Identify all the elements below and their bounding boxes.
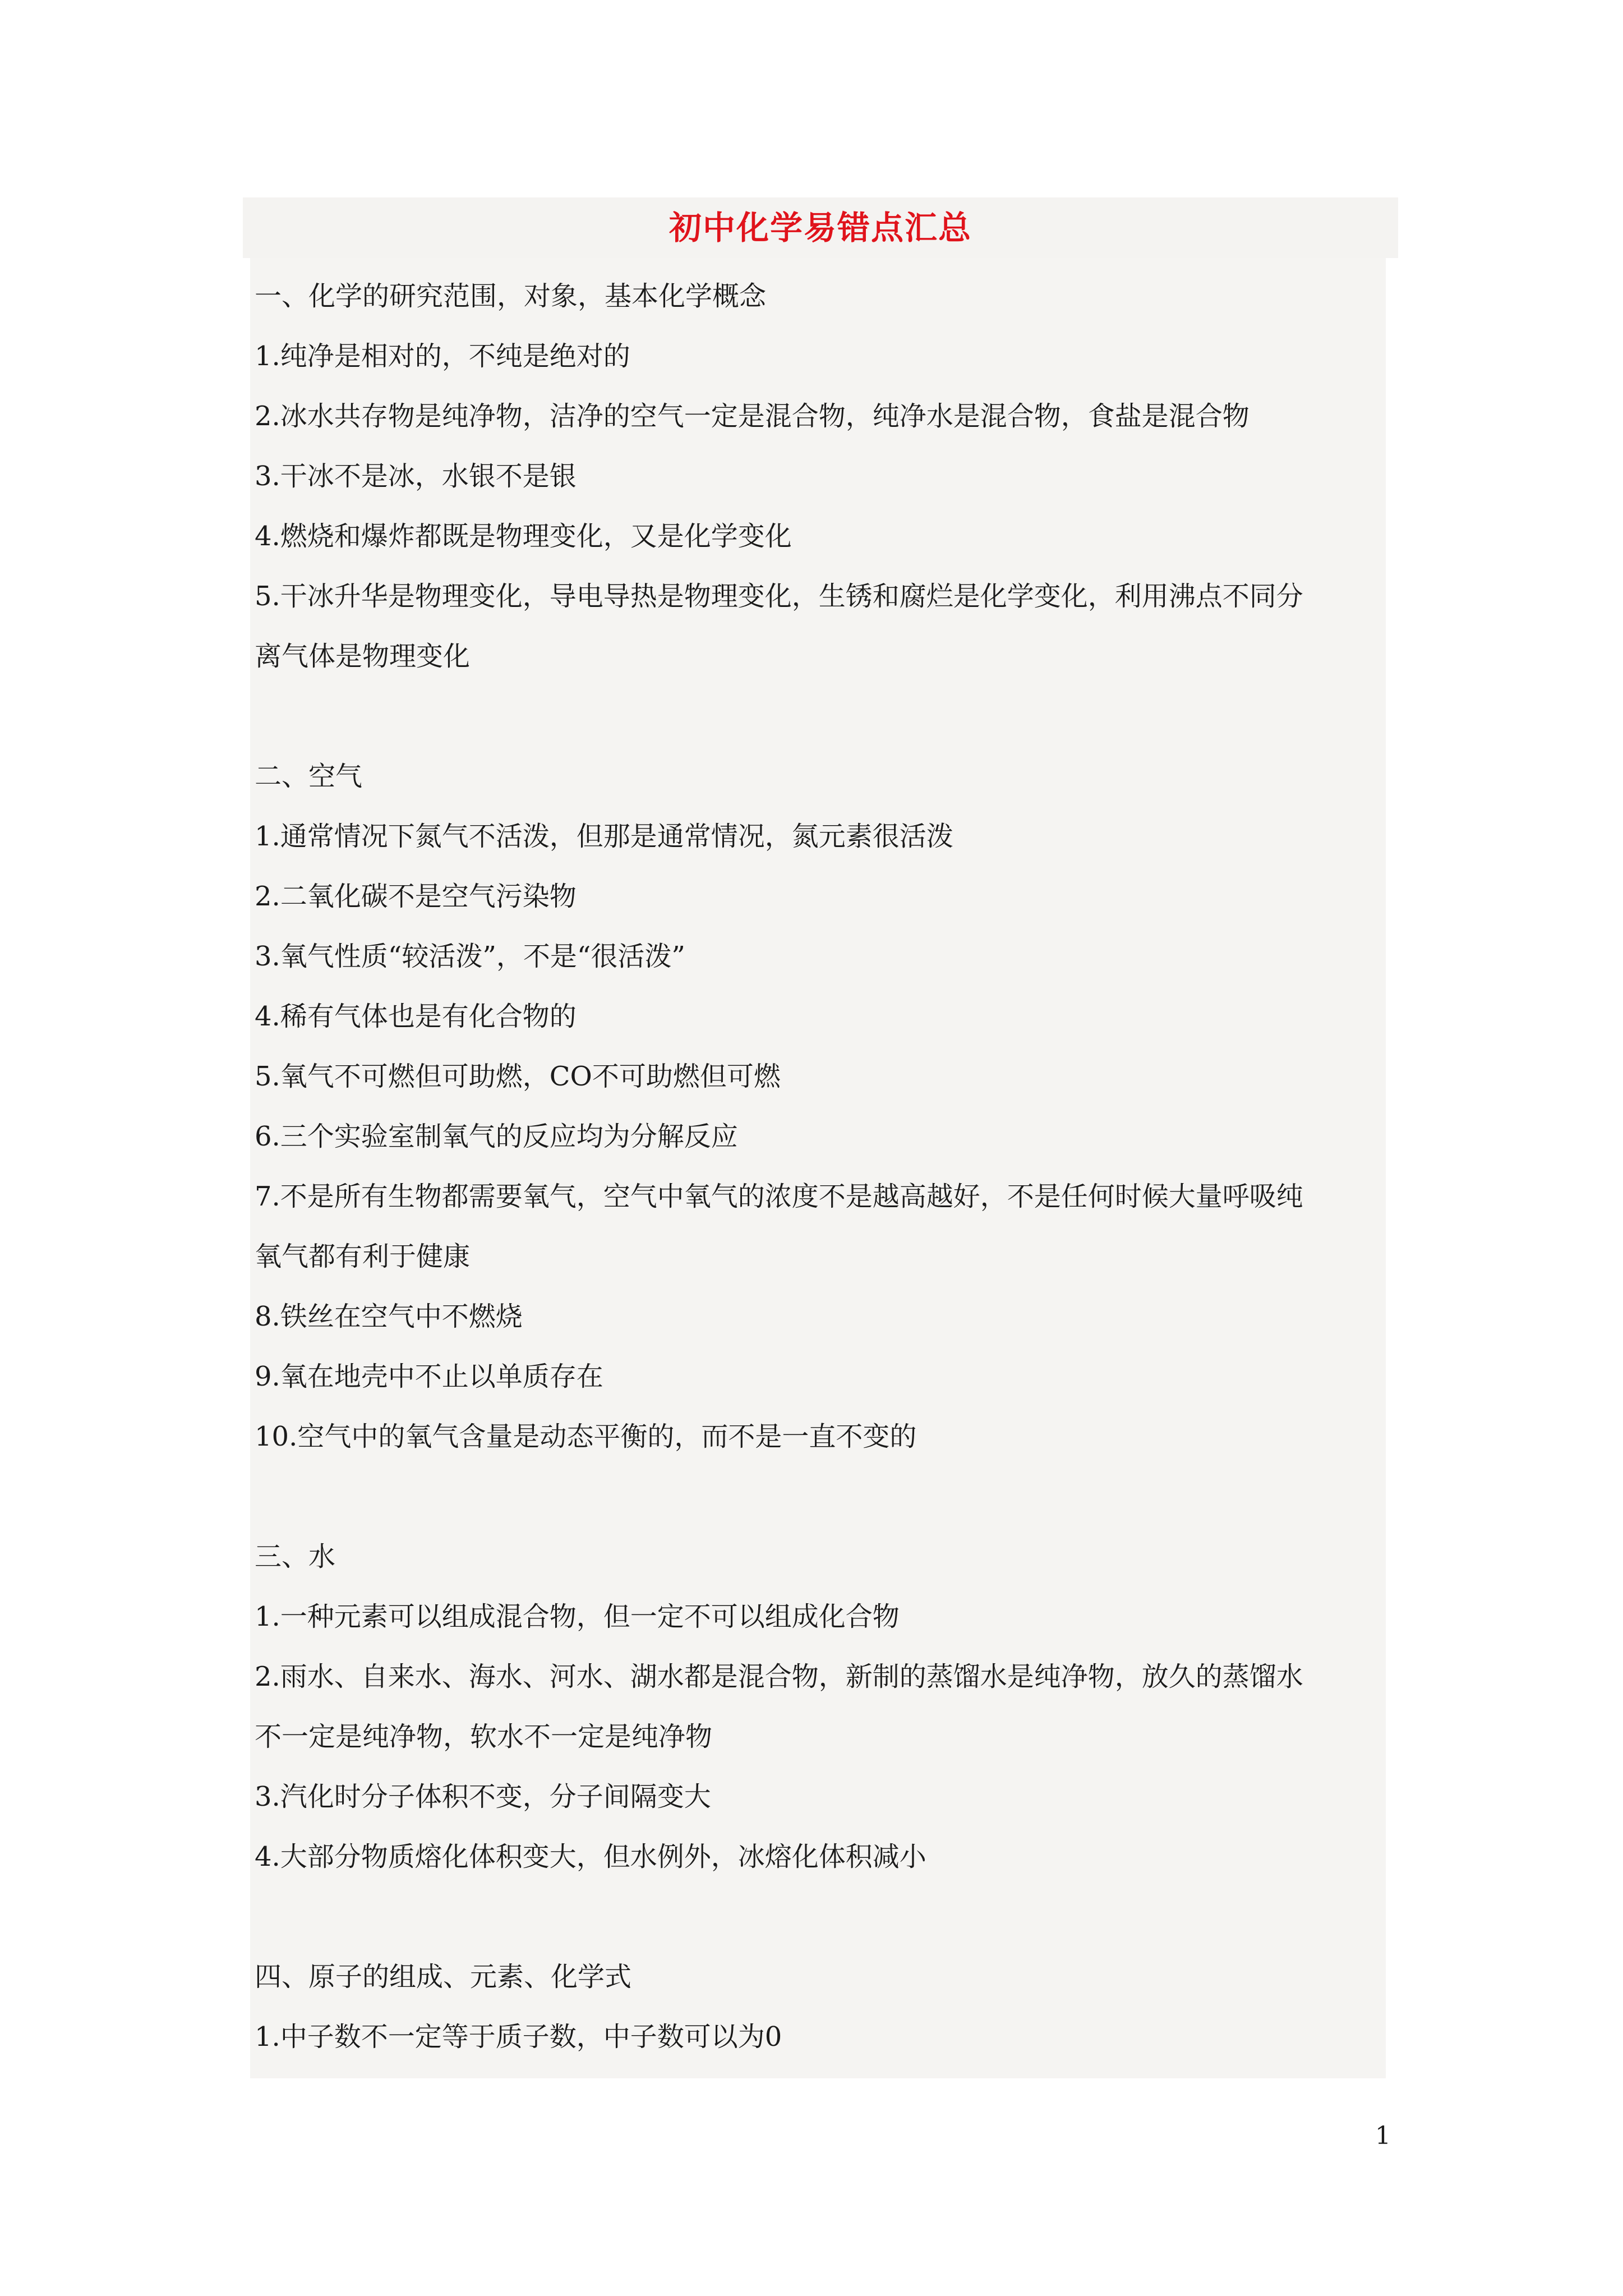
list-item: 1.一种元素可以组成混合物，但一定不可以组成化合物 <box>255 1601 900 1632</box>
list-item: 3.干冰不是冰，水银不是银 <box>255 461 577 492</box>
list-item: 8.铁丝在空气中不燃烧 <box>255 1301 523 1332</box>
list-item: 1.中子数不一定等于质子数，中子数可以为0 <box>255 2021 782 2053</box>
list-item: 4.大部分物质熔化体积变大，但水例外，冰熔化体积减小 <box>255 1841 926 1872</box>
list-item-continued: 氧气都有利于健康 <box>255 1241 471 1272</box>
list-item: 5.干冰升华是物理变化，导电导热是物理变化，生锈和腐烂是化学变化，利用沸点不同分 <box>255 581 1303 612</box>
list-item: 1.纯净是相对的，不纯是绝对的 <box>255 341 630 372</box>
list-item: 4.燃烧和爆炸都既是物理变化，又是化学变化 <box>255 521 792 552</box>
page-number: 1 <box>1375 2122 1391 2150</box>
document-title: 初中化学易错点汇总 <box>668 209 972 247</box>
list-item: 3.氧气性质“较活泼”，不是“很活泼” <box>255 941 685 972</box>
list-item: 6.三个实验室制氧气的反应均为分解反应 <box>255 1121 738 1152</box>
list-item: 9.氧在地壳中不止以单质存在 <box>255 1361 603 1392</box>
section-heading: 三、水 <box>255 1541 336 1572</box>
section-heading: 一、化学的研究范围，对象，基本化学概念 <box>255 280 767 312</box>
list-item: 2.二氧化碳不是空气污染物 <box>255 881 577 912</box>
list-item: 10.空气中的氧气含量是动态平衡的，而不是一直不变的 <box>255 1421 917 1452</box>
list-item: 3.汽化时分子体积不变，分子间隔变大 <box>255 1781 711 1812</box>
list-item-continued: 离气体是物理变化 <box>255 641 471 672</box>
list-item: 4.稀有气体也是有化合物的 <box>255 1001 577 1032</box>
list-item: 2.冰水共存物是纯净物，洁净的空气一定是混合物，纯净水是混合物，食盐是混合物 <box>255 401 1249 432</box>
list-item-continued: 不一定是纯净物，软水不一定是纯净物 <box>255 1721 713 1752</box>
list-item: 2.雨水、自来水、海水、河水、湖水都是混合物，新制的蒸馏水是纯净物，放久的蒸馏水 <box>255 1661 1303 1692</box>
list-item: 5.氧气不可燃但可助燃，CO不可助燃但可燃 <box>255 1061 781 1092</box>
section-heading: 二、空气 <box>255 761 363 792</box>
section-heading: 四、原子的组成、元素、化学式 <box>255 1961 632 1993</box>
list-item: 7.不是所有生物都需要氧气，空气中氧气的浓度不是越高越好，不是任何时候大量呼吸纯 <box>255 1181 1303 1212</box>
list-item: 1.通常情况下氮气不活泼，但那是通常情况，氮元素很活泼 <box>255 821 953 852</box>
